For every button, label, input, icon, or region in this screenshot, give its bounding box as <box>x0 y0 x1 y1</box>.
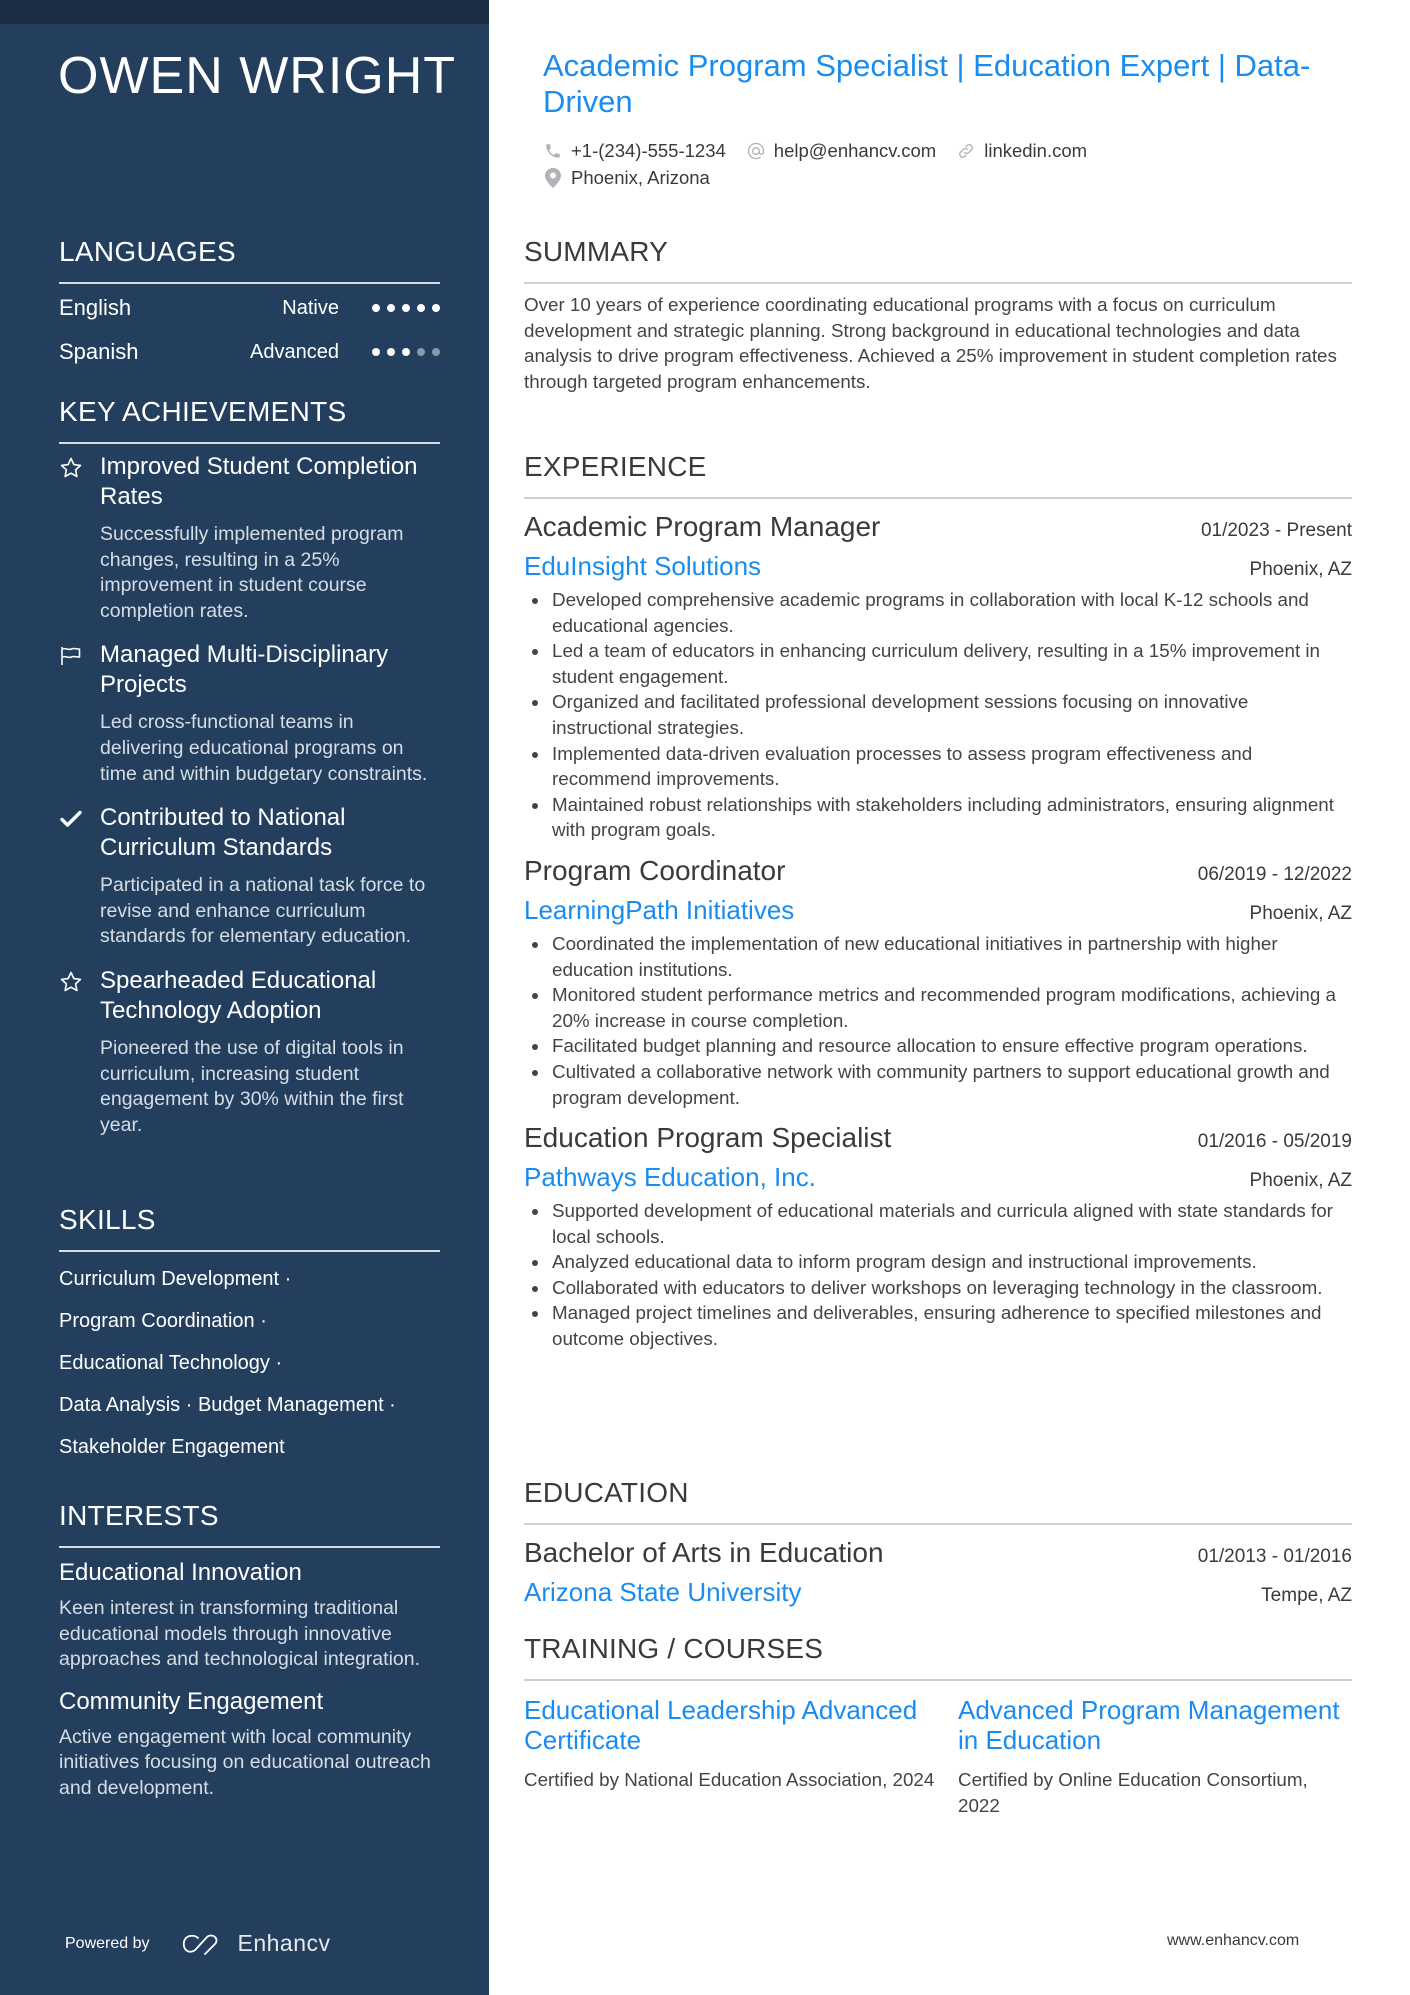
summary-section <box>524 236 1352 394</box>
education-location: Tempe, AZ <box>1261 1585 1352 1606</box>
contact-info <box>543 137 1343 191</box>
footer-website-link[interactable]: www.enhancv.com <box>1167 1932 1300 1949</box>
powered-by-footer <box>65 1930 331 1957</box>
dot-filled-icon <box>387 348 395 356</box>
bullet-item: Maintained robust relationships with stakeholders including administrators, ensuring alignment with program goals. <box>524 792 1352 843</box>
experience-heading: EXPERIENCE <box>524 451 1352 499</box>
bullet-item: Cultivated a collaborative network with community partners to support educational growth and program development. <box>524 1059 1352 1110</box>
job-location: Phoenix, AZ <box>1249 1170 1352 1192</box>
star-icon <box>59 970 83 994</box>
headline: Academic Program Specialist | Education Expert | Data-Driven <box>543 48 1311 119</box>
education-heading: EDUCATION <box>524 1477 1352 1525</box>
skills-heading: SKILLS <box>59 1204 440 1252</box>
achievements-section <box>59 396 440 1154</box>
linkedin-url: linkedin.com <box>984 139 1088 161</box>
candidate-name: OWEN WRIGHT <box>58 47 457 105</box>
powered-by-label: Powered by <box>65 1934 150 1952</box>
summary-text: Over 10 years of experience coordinating educational programs with a focus on curriculum development and strategic planning. Strong background in educational technologies and data analysis to drive program effectiveness. Achieved a 25% improvement in student completion rates through targeted program enhancements. <box>524 294 1337 392</box>
achievement-title: Managed Multi-Disciplinary Projects <box>100 641 389 699</box>
bullet-item: Led a team of educators in enhancing curriculum delivery, resulting in a 15% improvement in student engagement. <box>524 638 1352 689</box>
achievement-description: Led cross-functional teams in delivering educational programs on time and within budgetary constraints. <box>100 711 428 785</box>
dot-filled-icon <box>372 348 380 356</box>
achievement-description: Participated in a national task force to revise and enhance curriculum standards for elementary education. <box>100 874 426 948</box>
job-title: Education Program Specialist <box>524 1122 892 1154</box>
skill-tag-line: Data Analysis · Budget Management · <box>59 1394 396 1416</box>
job-dates: 01/2023 - Present <box>1200 520 1352 541</box>
school-name: Arizona State University <box>524 1577 802 1607</box>
bullet-item: Supported development of educational materials and curricula aligned with state standards for local schools. <box>524 1198 1352 1249</box>
enhancv-logo-icon <box>178 1932 224 1956</box>
job-location: Phoenix, AZ <box>1249 559 1352 580</box>
achievement-title: Contributed to National Curriculum Standards <box>100 804 346 862</box>
interest-title: Educational Innovation <box>59 1559 302 1586</box>
company-name: LearningPath Initiatives <box>524 894 795 925</box>
achievement-title: Improved Student Completion Rates <box>100 453 418 510</box>
education-section <box>524 1477 1352 1609</box>
summary-heading: SUMMARY <box>524 236 1352 284</box>
achievement-item <box>59 452 440 624</box>
proficiency-dots <box>372 304 440 312</box>
skill-tag-line: Stakeholder Engagement <box>59 1436 285 1458</box>
at-icon <box>746 141 766 161</box>
achievement-item <box>59 803 440 950</box>
language-level: Advanced <box>250 340 339 363</box>
location-text: Phoenix, Arizona <box>571 166 710 188</box>
dot-filled-icon <box>417 304 425 312</box>
job-bullets <box>524 587 1352 843</box>
interests-section <box>59 1500 440 1816</box>
achievement-description: Successfully implemented program changes, resulting in a 25% improvement in student course completion rates. <box>100 523 404 622</box>
contact-linkedin[interactable] <box>956 140 1087 162</box>
course-title: Educational Leadership Advanced Certificate <box>524 1695 918 1755</box>
bullet-item: Collaborated with educators to deliver workshops on leveraging technology in the classroom. <box>524 1275 1352 1301</box>
achievements-heading: KEY ACHIEVEMENTS <box>59 396 440 444</box>
language-name: Spanish <box>59 339 139 364</box>
job-title: Academic Program Manager <box>524 511 881 542</box>
language-item <box>59 286 440 330</box>
skill-tag-line: Curriculum Development · <box>59 1268 292 1290</box>
language-name: English <box>59 295 132 320</box>
star-icon <box>59 456 83 480</box>
degree-title: Bachelor of Arts in Education <box>524 1537 884 1568</box>
skill-tag-line: Educational Technology · <box>59 1352 283 1374</box>
enhancv-logo[interactable] <box>178 1930 331 1957</box>
enhancv-brand-text: Enhancv <box>237 1930 331 1956</box>
course-item <box>958 1695 1352 1818</box>
course-item <box>524 1695 958 1818</box>
bullet-item: Monitored student performance metrics and recommended program modifications, achieving a 20% increase in course completion. <box>524 982 1352 1033</box>
dot-filled-icon <box>387 304 395 312</box>
contact-email[interactable] <box>746 140 936 162</box>
company-name: EduInsight Solutions <box>524 551 762 581</box>
bullet-item: Managed project timelines and deliverables, ensuring adherence to specified milestones and outcome objectives. <box>524 1300 1352 1351</box>
dot-empty-icon <box>417 348 425 356</box>
email-address: help@enhancv.com <box>773 139 937 161</box>
bullet-item: Implemented data-driven evaluation processes to assess program effectiveness and recommend improvements. <box>524 741 1352 792</box>
language-level: Native <box>282 296 339 319</box>
education-entry <box>524 1535 1352 1609</box>
sidebar <box>0 0 489 1995</box>
dot-filled-icon <box>402 348 410 356</box>
company-name: Pathways Education, Inc. <box>524 1162 816 1193</box>
skills-section <box>59 1204 440 1468</box>
course-title: Advanced Program Management in Education <box>958 1695 1340 1755</box>
checkmark-icon <box>59 807 83 831</box>
job-bullets <box>524 931 1352 1110</box>
sidebar-top-bar <box>0 0 489 24</box>
job-dates: 06/2019 - 12/2022 <box>1197 863 1352 885</box>
interests-heading: INTERESTS <box>59 1500 440 1548</box>
interest-description: Keen interest in transforming traditional educational models through innovative approaches and technological integration. <box>59 1597 421 1671</box>
job-location: Phoenix, AZ <box>1249 902 1352 924</box>
languages-heading: LANGUAGES <box>59 236 440 284</box>
link-icon <box>956 141 976 161</box>
training-heading: TRAINING / COURSES <box>524 1633 1352 1681</box>
interest-description: Active engagement with local community initiatives focusing on educational outreach and development. <box>59 1725 431 1799</box>
bullet-item: Analyzed educational data to inform program design and instructional improvements. <box>524 1249 1352 1275</box>
flag-icon <box>59 644 83 668</box>
education-dates: 01/2013 - 01/2016 <box>1197 1546 1352 1567</box>
skill-tag-line: Program Coordination · <box>59 1310 267 1332</box>
dot-filled-icon <box>372 304 380 312</box>
achievement-item <box>59 966 440 1138</box>
proficiency-dots <box>372 348 440 356</box>
bullet-item: Developed comprehensive academic programs in collaboration with local K-12 schools and educational agencies. <box>524 587 1352 638</box>
language-item <box>59 330 440 374</box>
course-description: Certified by National Education Association, 2024 <box>524 1769 935 1790</box>
bullet-item: Organized and facilitated professional development sessions focusing on innovative instructional strategies. <box>524 689 1352 740</box>
achievement-description: Pioneered the use of digital tools in curriculum, increasing student engagement by 30% within the first year. <box>100 1036 404 1136</box>
experience-entry <box>524 853 1352 1110</box>
phone-icon <box>543 141 563 161</box>
location-pin-icon <box>543 168 563 188</box>
job-dates: 01/2016 - 05/2019 <box>1197 1131 1352 1153</box>
bullet-item: Coordinated the implementation of new educational initiatives in partnership with higher education institutions. <box>524 931 1352 982</box>
achievement-item <box>59 640 440 787</box>
contact-phone[interactable] <box>543 140 726 162</box>
experience-entry <box>524 509 1352 843</box>
achievement-title: Spearheaded Educational Technology Adoption <box>100 966 377 1024</box>
bullet-item: Facilitated budget planning and resource allocation to ensure effective program operations. <box>524 1033 1352 1059</box>
dot-empty-icon <box>432 348 440 356</box>
experience-section <box>524 451 1352 1352</box>
dot-filled-icon <box>402 304 410 312</box>
languages-section <box>59 236 440 374</box>
interest-title: Community Engagement <box>59 1687 324 1715</box>
phone-number: +1-(234)-555-1234 <box>571 139 726 161</box>
contact-location <box>543 167 710 189</box>
training-section <box>524 1633 1352 1818</box>
job-title: Program Coordinator <box>524 854 786 886</box>
experience-entry <box>524 1120 1352 1352</box>
dot-filled-icon <box>432 304 440 312</box>
course-description: Certified by Online Education Consortium, 2022 <box>958 1769 1308 1816</box>
job-bullets <box>524 1198 1352 1352</box>
